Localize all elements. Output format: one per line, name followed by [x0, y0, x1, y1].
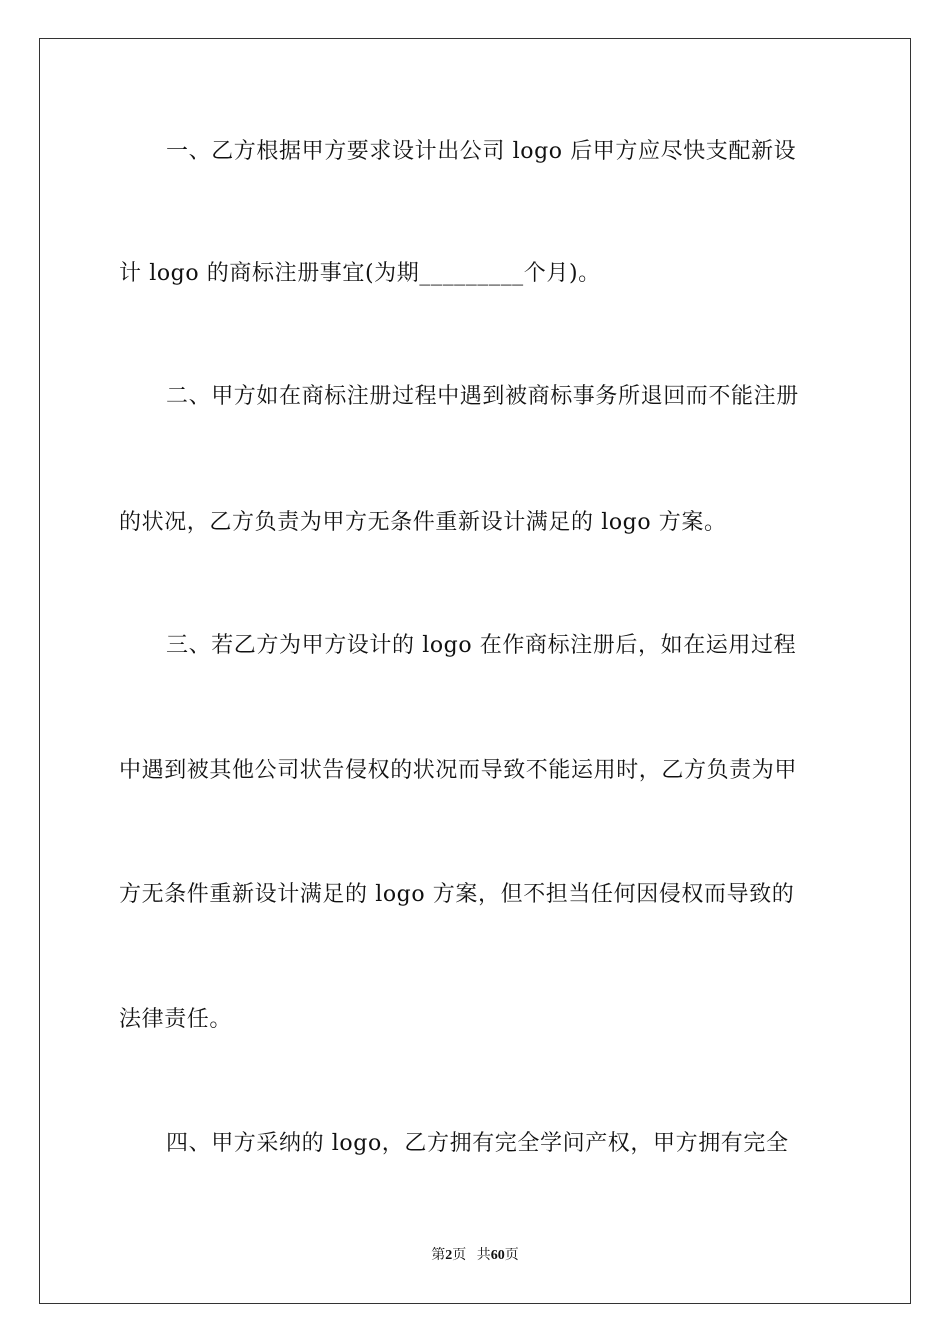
paragraph-4-line-1: 四、甲方采纳的 logo，乙方拥有完全学问产权，甲方拥有完全 — [166, 1131, 789, 1156]
paragraph-3-line-4: 法律责任。 — [119, 1007, 233, 1032]
total-prefix: 共 — [476, 1248, 491, 1263]
paragraph-1-line-1: 一、乙方根据甲方要求设计出公司 logo 后甲方应尽快支配新设 — [166, 139, 797, 164]
page-frame — [39, 38, 911, 1304]
paragraph-3-line-1: 三、若乙方为甲方设计的 logo 在作商标注册后，如在运用过程 — [166, 633, 797, 658]
paragraph-3-line-2: 中遇到被其他公司状告侵权的状况而导致不能运用时，乙方负责为甲 — [119, 758, 798, 783]
paragraph-3-line-3: 方无条件重新设计满足的 logo 方案，但不担当任何因侵权而导致的 — [119, 882, 795, 907]
page-footer — [0, 1246, 950, 1266]
page-suffix: 页 — [452, 1248, 467, 1263]
page-prefix: 第 — [431, 1248, 446, 1263]
total-suffix: 页 — [504, 1248, 519, 1263]
page-number: 2 — [445, 1248, 453, 1263]
paragraph-2-line-1: 二、甲方如在商标注册过程中遇到被商标事务所退回而不能注册 — [166, 384, 799, 409]
paragraph-1-line-2: 计 logo 的商标注册事宜(为期_________个月)。 — [119, 261, 601, 286]
paragraph-2-line-2: 的状况，乙方负责为甲方无条件重新设计满足的 logo 方案。 — [119, 510, 727, 535]
total-pages: 60 — [490, 1248, 505, 1263]
